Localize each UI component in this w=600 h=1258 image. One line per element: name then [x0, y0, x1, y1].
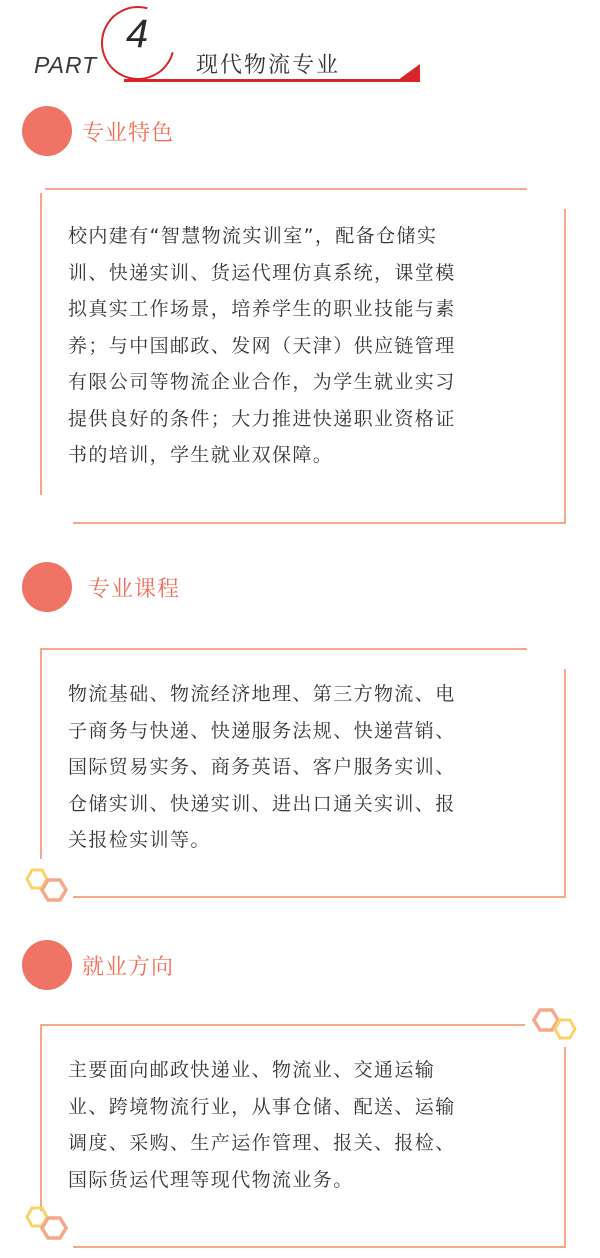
text-line: 拟真实工作场景，培养学生的职业技能与素 [68, 298, 456, 320]
header-triangle-icon [398, 64, 420, 80]
part-label: PART [34, 52, 98, 78]
text-line: 仓储实训、快递实训、进出口通关实训、报 [68, 792, 456, 815]
hexagon-decor-icon [530, 1004, 582, 1044]
employment-box [40, 1024, 566, 1248]
bullet-dot-icon [22, 940, 72, 990]
hexagon-decor-icon [24, 866, 76, 906]
text-line: 提供良好的条件；大力推进快递职业资格证 [68, 407, 456, 430]
text-line: 调度、采购、生产运作管理、报关、报检、 [68, 1132, 456, 1154]
section-title: 专业特色 [82, 121, 175, 146]
part-header [0, 0, 600, 100]
text-line: 子商务与快递、快递服务法规、快递营销、 [68, 719, 456, 742]
page-title: 现代物流专业 [196, 53, 341, 78]
text-line: 校内建有“智慧物流实训室”，配备仓储实 [68, 225, 438, 247]
section-heading-courses [0, 560, 600, 614]
hexagon-decor-icon [24, 1204, 76, 1246]
text-line: 物流基础、物流经济地理、第三方物流、电 [68, 683, 456, 705]
features-text [68, 218, 538, 474]
text-line: 国际货运代理等现代物流业务。 [68, 1168, 354, 1191]
text-line: 业、跨境物流行业，从事仓储、配送、运输 [68, 1095, 456, 1118]
text-line: 训、快递实训、货运代理仿真系统，课堂模 [68, 261, 456, 284]
part-number: 4 [126, 12, 149, 56]
text-line: 主要面向邮政快递业、物流业、交通运输 [68, 1059, 436, 1081]
bullet-dot-icon [22, 562, 72, 612]
text-line: 国际贸易实务、商务英语、客户服务实训、 [68, 756, 456, 778]
bullet-dot-icon [22, 106, 72, 156]
text-line: 有限公司等物流企业合作，为学生就业实习 [68, 371, 456, 393]
header-underline [124, 79, 420, 82]
text-line: 养；与中国邮政、发网（天津）供应链管理 [68, 334, 456, 357]
features-box [40, 188, 566, 524]
text-line: 书的培训，学生就业双保障。 [68, 444, 334, 466]
section-heading-employment [0, 938, 600, 992]
courses-box [40, 648, 566, 898]
text-line: 关报检实训等。 [68, 829, 211, 851]
courses-text [68, 676, 538, 859]
employment-text [68, 1052, 538, 1198]
section-title: 就业方向 [82, 955, 175, 980]
section-heading-features [0, 104, 600, 158]
section-title: 专业课程 [88, 577, 181, 602]
